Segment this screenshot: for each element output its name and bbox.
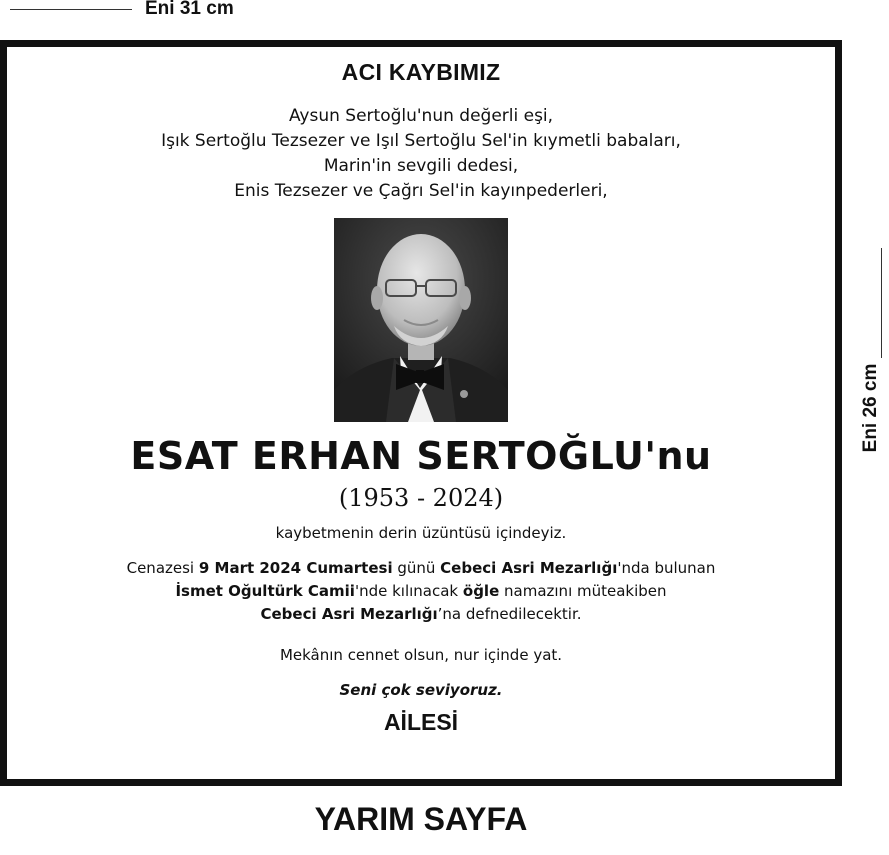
- width-dimension-label: Eni 31 cm: [145, 0, 234, 19]
- funeral-details: [7, 557, 835, 626]
- funeral-text: Cenazesi: [126, 559, 199, 577]
- height-dimension-label: Eni 26 cm: [860, 363, 881, 453]
- portrait-illustration: [334, 218, 508, 422]
- relative-line: Aysun Sertoğlu'nun değerli eşi,: [288, 106, 554, 126]
- relative-line: Enis Tezsezer ve Çağrı Sel'in kayınpederleri,: [234, 181, 608, 201]
- love-message: Seni çok seviyoruz.: [339, 681, 503, 699]
- funeral-text: 'nda bulunan: [617, 559, 716, 577]
- funeral-text: 'nde kılınacak: [354, 582, 463, 600]
- relatives-list: [7, 104, 835, 204]
- obituary-notice: [0, 40, 842, 786]
- portrait-photo: [334, 218, 508, 422]
- deceased-name: ESAT ERHAN SERTOĞLU'nu: [130, 434, 712, 478]
- height-dimension: [855, 240, 889, 500]
- blessing-text: Mekânın cennet olsun, nur içinde yat.: [279, 646, 563, 664]
- loss-statement: kaybetmenin derin üzüntüsü içindeyiz.: [275, 524, 567, 542]
- relative-line: Marin'in sevgili dedesi,: [323, 156, 519, 176]
- height-dimension-line: [881, 248, 882, 358]
- ad-size-label: YARIM SAYFA: [314, 801, 528, 837]
- life-years: (1953 - 2024): [338, 484, 504, 512]
- funeral-text: günü: [392, 559, 441, 577]
- family-signature: AİLESİ: [383, 709, 459, 735]
- cemetery-name: Cebeci Asri Mezarlığı: [440, 559, 618, 577]
- funeral-line: [7, 557, 835, 580]
- funeral-text: namazını müteakiben: [499, 582, 667, 600]
- funeral-text: ’na defnedilecektir.: [437, 605, 582, 623]
- prayer-time: öğle: [462, 582, 500, 600]
- funeral-line: [7, 580, 835, 603]
- width-dimension: [0, 0, 300, 24]
- relative-line: Işık Sertoğlu Tezsezer ve Işıl Sertoğlu Sel'in kıymetli babaları,: [161, 131, 681, 151]
- funeral-line: [7, 603, 835, 626]
- burial-cemetery: Cebeci Asri Mezarlığı: [260, 605, 438, 623]
- notice-headline: ACI KAYBIMIZ: [341, 59, 501, 85]
- mosque-name: İsmet Oğultürk Camii: [175, 582, 355, 600]
- width-dimension-line: [10, 9, 132, 10]
- funeral-date: 9 Mart 2024 Cumartesi: [198, 559, 393, 577]
- notice-content: [7, 47, 835, 736]
